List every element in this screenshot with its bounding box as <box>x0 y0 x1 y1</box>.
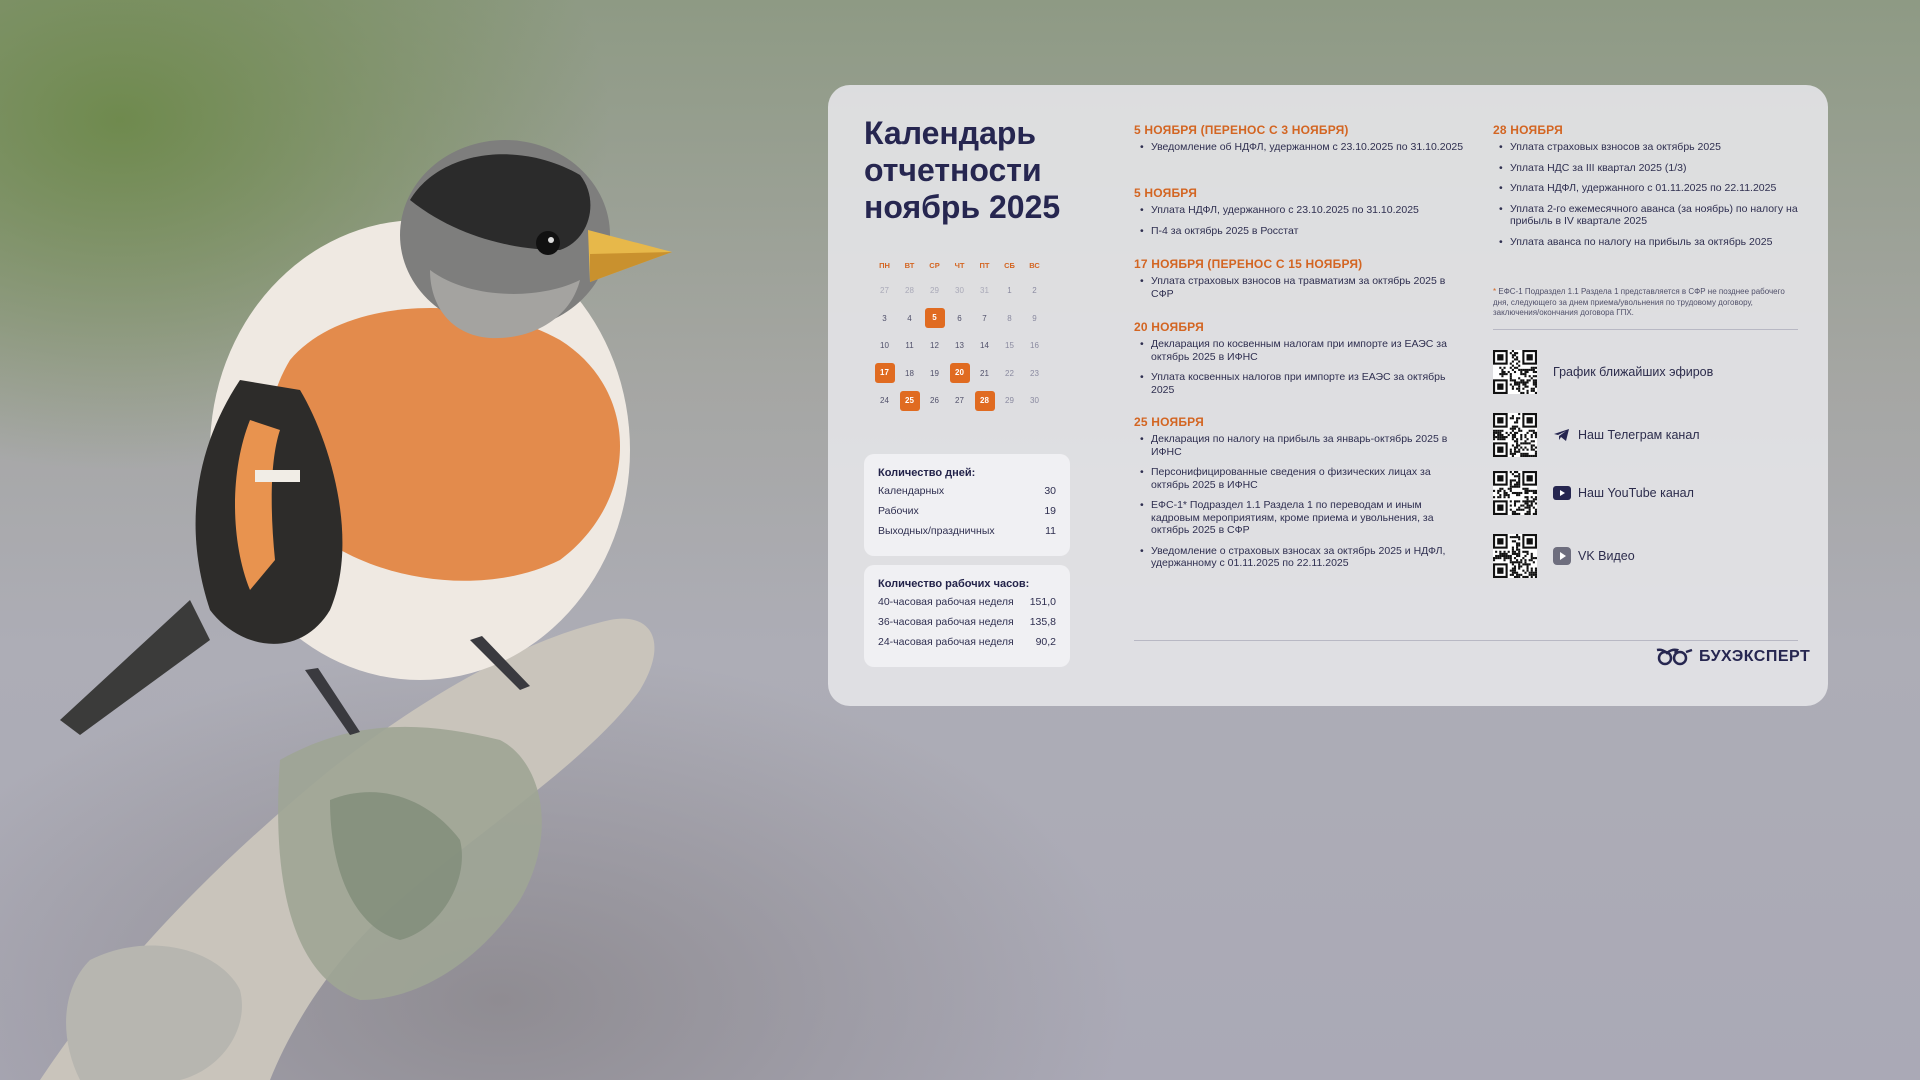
calendar-day-number: 5 <box>925 308 945 328</box>
footnote-star: * <box>1493 287 1497 296</box>
calendar-day-number: 15 <box>1005 341 1014 351</box>
hours-row-label: 40-часовая рабочая неделя <box>878 596 1014 608</box>
divider <box>1134 640 1798 641</box>
calendar-day-number: 20 <box>950 363 970 383</box>
weekday-header <box>872 253 1047 277</box>
calendar-panel <box>828 85 1828 706</box>
deadline-nov-5-transfer <box>1134 123 1464 162</box>
deadline-date: 17 НОЯБРЯ (ПЕРЕНОС С 15 НОЯБРЯ) <box>1134 257 1363 271</box>
hours-row-value: 135,8 <box>1029 616 1056 628</box>
hours-row <box>878 616 1056 636</box>
qr-link-label: Наш Телеграм канал <box>1578 428 1700 442</box>
calendar-day <box>872 286 897 295</box>
calendar-day-number: 9 <box>1032 313 1037 323</box>
deadline-item: • Уплата аванса по налогу на прибыль за октябрь 2025 <box>1493 236 1803 249</box>
calendar-day <box>922 308 947 328</box>
calendar-day-number: 25 <box>900 391 920 411</box>
qr-link-youtube[interactable] <box>1493 471 1694 515</box>
calendar-day-number: 27 <box>880 286 889 296</box>
qr-link-label: График ближайших эфиров <box>1553 365 1714 379</box>
calendar-day-number: 18 <box>905 368 914 378</box>
calendar-day <box>872 314 897 323</box>
deadline-date: 20 НОЯБРЯ <box>1134 320 1204 334</box>
weekday-label: ЧТ <box>954 260 965 270</box>
weekday-label: ПТ <box>979 260 990 270</box>
calendar-day <box>997 314 1022 323</box>
calendar-day <box>947 396 972 405</box>
calendar-day-number: 30 <box>1030 396 1039 406</box>
weekday-label: ПН <box>879 260 890 270</box>
calendar-day <box>872 341 897 350</box>
calendar-week <box>872 332 1047 360</box>
calendar-day <box>972 369 997 378</box>
deadline-item: • Декларация по косвенным налогам при импорте из ЕАЭС за октябрь 2025 в ИФНС <box>1134 338 1464 363</box>
calendar-day <box>872 396 897 405</box>
logo-text: БУХЭКСПЕРТ <box>1699 648 1811 665</box>
deadline-date: 25 НОЯБРЯ <box>1134 415 1204 429</box>
owl-eyes-icon <box>1656 648 1694 666</box>
calendar-day-number: 6 <box>957 313 962 323</box>
calendar-day <box>897 341 922 350</box>
calendar-day-number: 28 <box>975 391 995 411</box>
telegram-icon <box>1553 428 1571 442</box>
hours-row-label: 24-часовая рабочая неделя <box>878 636 1014 648</box>
deadline-item: • Уплата страховых взносов за октябрь 2025 <box>1493 141 1803 154</box>
calendar-day-number: 14 <box>980 341 989 351</box>
hours-row-value: 90,2 <box>1035 636 1056 648</box>
days-row <box>878 525 1056 545</box>
calendar-day <box>947 363 972 383</box>
deadline-nov-25 <box>1134 415 1464 578</box>
vk-video-icon <box>1553 547 1571 565</box>
qr-code-icon <box>1493 534 1537 578</box>
qr-code-icon <box>1493 413 1537 457</box>
calendar-day <box>972 391 997 411</box>
calendar-day <box>972 286 997 295</box>
deadline-item: • ЕФС-1* Подраздел 1.1 Раздела 1 по переводам и иным кадровым мероприятиям, кроме приема и увольнения, за октябрь 2025 в СФР <box>1134 499 1464 537</box>
calendar-day <box>1022 369 1047 378</box>
calendar-day <box>1022 341 1047 350</box>
days-count-card <box>864 454 1070 556</box>
days-card-title: Количество дней: <box>878 467 976 479</box>
hours-row-label: 36-часовая рабочая неделя <box>878 616 1014 628</box>
calendar-day <box>997 341 1022 350</box>
calendar-day <box>897 314 922 323</box>
youtube-icon <box>1553 486 1571 500</box>
deadline-nov-17 <box>1134 257 1464 308</box>
qr-code-icon <box>1493 350 1537 394</box>
weekday-label: ВТ <box>904 260 915 270</box>
month-calendar <box>872 253 1047 415</box>
calendar-day <box>1022 396 1047 405</box>
calendar-day-number: 28 <box>905 286 914 296</box>
calendar-day <box>972 341 997 350</box>
qr-code-icon <box>1493 471 1537 515</box>
page-title: Календарь отчетности ноябрь 2025 <box>864 115 1061 225</box>
hours-row <box>878 596 1056 616</box>
calendar-day <box>1022 314 1047 323</box>
calendar-day-number: 30 <box>955 286 964 296</box>
deadline-date: 5 НОЯБРЯ (ПЕРЕНОС С 3 НОЯБРЯ) <box>1134 123 1349 137</box>
calendar-day-number: 29 <box>1005 396 1014 406</box>
calendar-day-number: 27 <box>955 396 964 406</box>
calendar-day <box>997 369 1022 378</box>
calendar-day-number: 11 <box>905 341 914 351</box>
calendar-week <box>872 305 1047 333</box>
deadline-nov-20 <box>1134 320 1464 404</box>
calendar-day-number: 4 <box>907 313 912 323</box>
weekday-label: ВС <box>1029 260 1040 270</box>
footnote-text: ЕФС-1 Подраздел 1.1 Раздела 1 представляется в СФР не позднее рабочего дня, следующего за днем приема/увольнения по трудовому договору, заключения/окончания договора ГПХ. <box>1493 287 1785 317</box>
calendar-week <box>872 360 1047 388</box>
calendar-day <box>897 391 922 411</box>
calendar-day <box>997 396 1022 405</box>
deadline-item: • П-4 за октябрь 2025 в Росстат <box>1134 225 1464 238</box>
calendar-week <box>872 387 1047 415</box>
deadline-item: • Уведомление о страховых взносах за октябрь 2025 и НДФЛ, удержанному с 01.11.2025 по 22.11.2025 <box>1134 545 1464 570</box>
hours-row <box>878 636 1056 656</box>
footnote <box>1493 287 1793 319</box>
calendar-day-number: 29 <box>930 286 939 296</box>
calendar-day <box>872 363 897 383</box>
deadline-nov-5 <box>1134 186 1464 245</box>
brand-logo <box>1656 648 1810 666</box>
calendar-day-number: 21 <box>980 368 989 378</box>
deadline-item: • Уплата НДФЛ, удержанного с 23.10.2025 по 31.10.2025 <box>1134 204 1464 217</box>
qr-link-label: VK Видео <box>1578 549 1635 563</box>
deadline-item: • Персонифицированные сведения о физических лицах за октябрь 2025 в ИФНС <box>1134 466 1464 491</box>
divider <box>1493 329 1798 330</box>
calendar-day-number: 22 <box>1005 368 1014 378</box>
qr-link-vk-video[interactable] <box>1493 534 1635 578</box>
deadline-date: 28 НОЯБРЯ <box>1493 123 1563 137</box>
deadline-item: • Уведомление об НДФЛ, удержанном с 23.10.2025 по 31.10.2025 <box>1134 141 1464 154</box>
calendar-day <box>922 341 947 350</box>
qr-link-telegram[interactable] <box>1493 413 1700 457</box>
deadline-item: • Уплата страховых взносов на травматизм за октябрь 2025 в СФР <box>1134 275 1464 300</box>
calendar-day <box>897 286 922 295</box>
days-row-value: 11 <box>1045 525 1056 537</box>
weekday-label: СБ <box>1004 260 1015 270</box>
qr-link-broadcasts[interactable] <box>1493 350 1713 394</box>
calendar-week <box>872 277 1047 305</box>
deadline-item: • Уплата косвенных налогов при импорте из ЕАЭС за октябрь 2025 <box>1134 371 1464 396</box>
calendar-day <box>947 314 972 323</box>
calendar-day-number: 19 <box>930 368 939 378</box>
calendar-day-number: 12 <box>930 341 939 351</box>
calendar-day <box>897 369 922 378</box>
calendar-day-number: 1 <box>1007 286 1012 296</box>
calendar-day <box>922 369 947 378</box>
deadline-item: • Уплата НДФЛ, удержанного с 01.11.2025 по 22.11.2025 <box>1493 182 1803 195</box>
days-row-label: Рабочих <box>878 505 919 517</box>
days-row-value: 30 <box>1044 485 1056 497</box>
calendar-day <box>947 286 972 295</box>
calendar-day-number: 23 <box>1030 368 1039 378</box>
calendar-day <box>922 396 947 405</box>
hours-card-title: Количество рабочих часов: <box>878 578 1030 590</box>
days-row <box>878 505 1056 525</box>
deadline-date: 5 НОЯБРЯ <box>1134 186 1198 200</box>
calendar-day-number: 10 <box>880 341 889 351</box>
calendar-day-number: 13 <box>955 341 964 351</box>
work-hours-card <box>864 565 1070 667</box>
deadline-item: • Уплата НДС за III квартал 2025 (1/3) <box>1493 162 1803 175</box>
calendar-day <box>947 341 972 350</box>
days-row-label: Календарных <box>878 485 945 497</box>
calendar-day-number: 24 <box>880 396 889 406</box>
calendar-day <box>972 314 997 323</box>
calendar-day-number: 16 <box>1030 341 1039 351</box>
calendar-day-number: 2 <box>1032 286 1037 296</box>
calendar-day-number: 8 <box>1007 313 1012 323</box>
calendar-day-number: 17 <box>875 363 895 383</box>
deadline-item: • Уплата 2-го ежемесячного аванса (за ноябрь) по налогу на прибыль в IV квартале 2025 <box>1493 203 1803 228</box>
calendar-day-number: 3 <box>882 313 887 323</box>
calendar-day-number: 31 <box>980 286 989 296</box>
deadline-nov-28 <box>1493 123 1803 256</box>
calendar-day <box>997 286 1022 295</box>
calendar-day-number: 26 <box>930 396 939 406</box>
qr-link-label: Наш YouTube канал <box>1578 486 1694 500</box>
days-row <box>878 485 1056 505</box>
calendar-day <box>922 286 947 295</box>
calendar-day <box>1022 286 1047 295</box>
hours-row-value: 151,0 <box>1029 596 1056 608</box>
calendar-day-number: 7 <box>982 313 987 323</box>
days-row-label: Выходных/праздничных <box>878 525 995 537</box>
weekday-label: СР <box>929 260 940 270</box>
days-row-value: 19 <box>1044 505 1056 517</box>
deadline-item: • Декларация по налогу на прибыль за январь-октябрь 2025 в ИФНС <box>1134 433 1464 458</box>
